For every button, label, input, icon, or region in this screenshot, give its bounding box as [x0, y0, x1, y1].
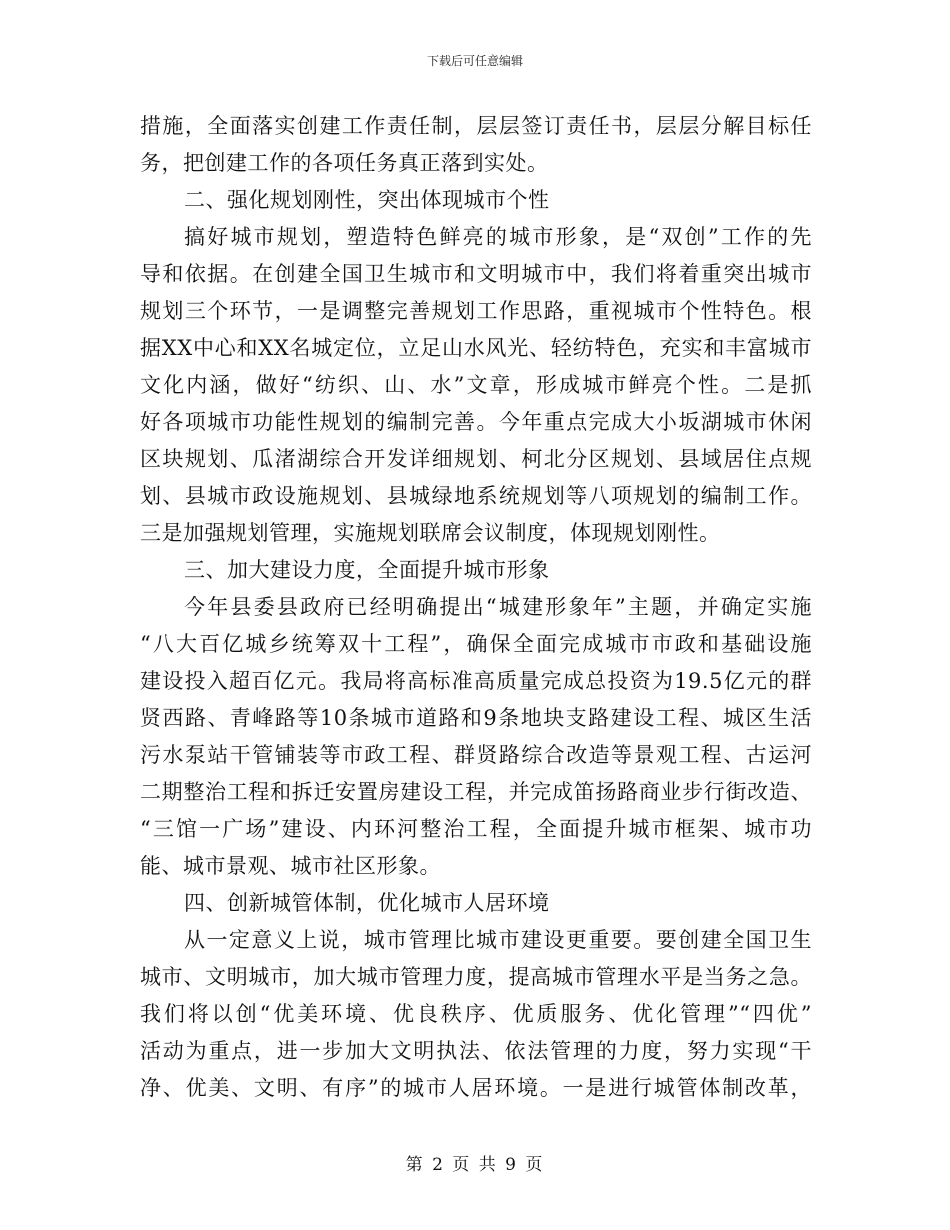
section-heading: 三、加大建设力度，全面提升城市形象 [184, 558, 550, 582]
text-line: 我们将以创“优美环境、优良秩序、优质服务、优化管理”“四优” [140, 1002, 812, 1026]
text-line: 活动为重点，进一步加大文明执法、依法管理的力度，努力实现“干 [140, 1039, 812, 1063]
text-line: 规划三个环节，一是调整完善规划工作思路，重视城市个性特色。根 [140, 299, 812, 323]
text-line: 净、优美、文明、有序”的城市人居环境。一是进行城管体制改革， [140, 1076, 812, 1100]
text-line: 今年县委县政府已经明确提出“城建形象年”主题，并确定实施 [184, 595, 812, 619]
text-line: 据XX中心和XX名城定位，立足山水风光、轻纺特色，充实和丰富城市 [140, 336, 812, 360]
text-line: 从一定意义上说，城市管理比城市建设更重要。要创建全国卫生 [184, 928, 812, 952]
section-heading: 二、强化规划刚性，突出体现城市个性 [184, 188, 550, 212]
text-line: 污水泵站干管铺装等市政工程、群贤路综合改造等景观工程、古运河 [140, 743, 812, 767]
text-line: 贤西路、青峰路等10条城市道路和9条地块支路建设工程、城区生活 [140, 706, 812, 730]
text-line: 区块规划、瓜渚湖综合开发详细规划、柯北分区规划、县域居住点规 [140, 447, 812, 471]
page-number-footer: 第 2 页 共 9 页 [405, 1155, 545, 1175]
text-line: 二期整治工程和拆迁安置房建设工程，并完成笛扬路商业步行街改造、 [140, 780, 812, 804]
text-line: 导和依据。在创建全国卫生城市和文明城市中，我们将着重突出城市 [140, 262, 812, 286]
text-line: 搞好城市规划，塑造特色鲜亮的城市形象，是“双创”工作的先 [184, 225, 812, 249]
text-line: 文化内涵，做好“纺织、山、水”文章，形成城市鲜亮个性。二是抓 [140, 373, 812, 397]
document-body [140, 108, 812, 1107]
text-line: “八大百亿城乡统筹双十工程”，确保全面完成城市市政和基础设施 [140, 632, 812, 656]
section-heading: 四、创新城管体制，优化城市人居环境 [184, 891, 550, 915]
text-line: “三馆一广场”建设、内环河整治工程，全面提升城市框架、城市功 [140, 817, 812, 841]
text-line: 务，把创建工作的各项任务真正落到实处。 [140, 151, 549, 175]
text-line: 措施，全面落实创建工作责任制，层层签订责任书，层层分解目标任 [140, 114, 812, 138]
page-header: 下载后可任意编辑 [426, 54, 523, 68]
text-line: 三是加强规划管理，实施规划联席会议制度，体现规划刚性。 [140, 521, 721, 545]
text-line: 城市、文明城市，加大城市管理力度，提高城市管理水平是当务之急。 [140, 965, 812, 989]
text-line: 能、城市景观、城市社区形象。 [140, 854, 441, 878]
text-line: 建设投入超百亿元。我局将高标准高质量完成总投资为19.5亿元的群 [140, 669, 812, 693]
text-line: 好各项城市功能性规划的编制完善。今年重点完成大小坂湖城市休闲 [140, 410, 812, 434]
text-line: 划、县城市政设施规划、县城绿地系统规划等八项规划的编制工作。 [140, 484, 812, 508]
